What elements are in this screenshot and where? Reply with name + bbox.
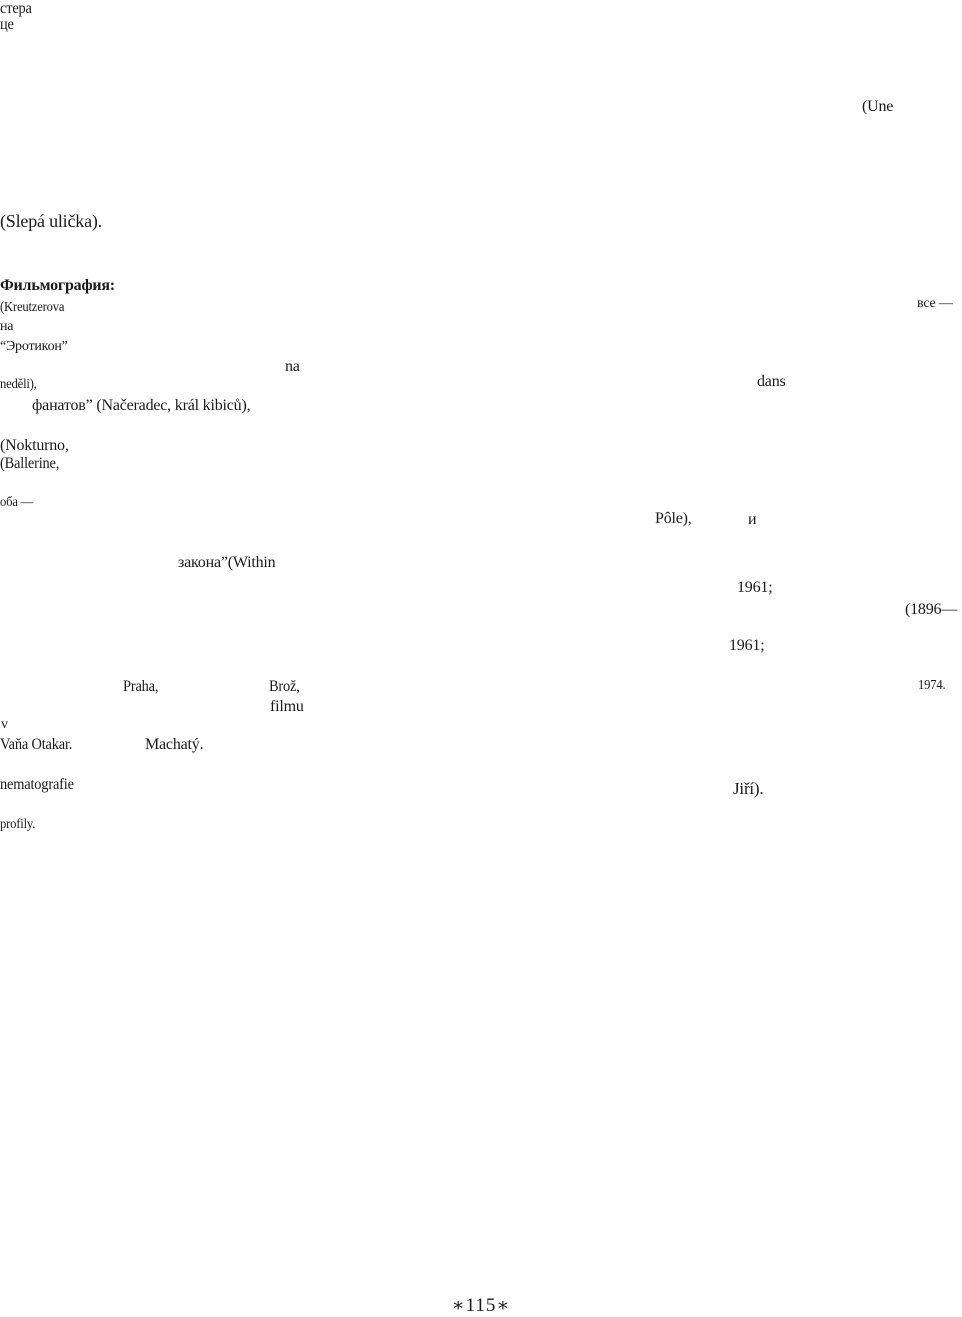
text-fragment: (Une <box>862 98 894 115</box>
text-fragment: (1896— <box>905 601 958 618</box>
text-fragment: (Ballerine, <box>0 455 60 472</box>
text-fragment: nematografie <box>0 776 74 793</box>
text-fragment: Pôle), <box>655 510 692 527</box>
text-fragment: це <box>0 16 14 33</box>
text-fragment: Machatý. <box>145 736 204 753</box>
text-fragment: filmu <box>270 698 304 715</box>
text-fragment: все — <box>917 296 953 311</box>
text-fragment: оба — <box>0 495 34 510</box>
text-fragment: neděli), <box>0 377 37 392</box>
text-fragment: стера <box>0 0 32 17</box>
text-fragment: Praha, <box>123 678 159 695</box>
text-fragment: 1961; <box>737 579 773 596</box>
text-fragment: закона”(Within <box>178 554 276 571</box>
text-fragment: v <box>1 717 8 732</box>
text-fragment: Jiří). <box>733 779 764 798</box>
text-fragment: на <box>0 319 14 334</box>
text-fragment: и <box>748 511 757 528</box>
text-fragment: (Slepá ulička). <box>0 211 102 231</box>
text-fragment: dans <box>757 373 786 390</box>
text-fragment: (Nokturno, <box>0 437 69 454</box>
page-number: ∗115∗ <box>451 1295 511 1316</box>
text-fragment: profily. <box>0 817 36 832</box>
text-fragment: (Kreutzerova <box>0 300 65 315</box>
text-fragment: 1961; <box>729 637 765 654</box>
text-fragment: Brož, <box>269 678 300 695</box>
text-fragment: 1974. <box>918 678 946 693</box>
text-fragment: фанатов” (Načeradec, král kibiců), <box>32 397 251 414</box>
filmography-heading: Фильмография: <box>0 277 115 294</box>
text-fragment: na <box>285 358 300 375</box>
text-fragment: Vaňa Otakar. <box>0 736 73 753</box>
text-fragment: “Эротикон” <box>0 339 68 354</box>
